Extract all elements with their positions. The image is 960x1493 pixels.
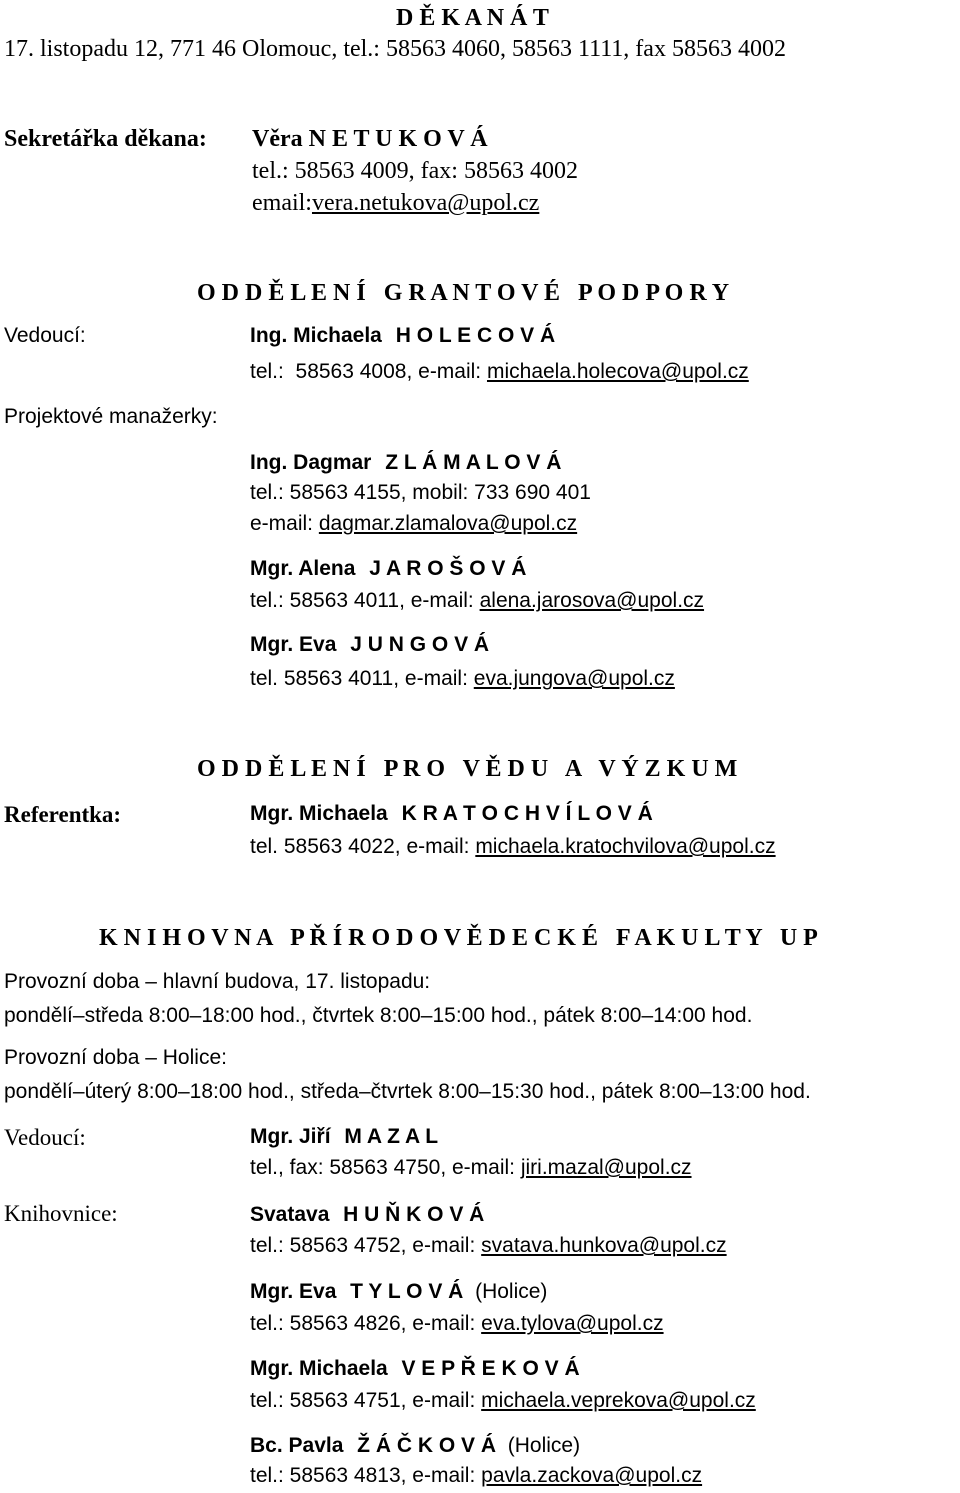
library-head-name: [250, 1126, 438, 1147]
grant-head-name: [250, 325, 555, 346]
librarian-name-line: [250, 1202, 484, 1225]
manager-contact-prefix: tel. 58563 4011, e-mail:: [250, 667, 474, 690]
librarian-contact: [250, 1235, 727, 1256]
grant-head-email-link[interactable]: michaela.holecova@upol.cz: [486, 360, 749, 383]
secretary-label: Sekretářka děkana:: [4, 126, 207, 152]
librarian-contact: [250, 1313, 664, 1334]
manager-phone: tel.: 58563 4155, mobil: 733 690 401: [250, 481, 591, 504]
librarian-name-line: [250, 1279, 547, 1302]
library-head-email-link[interactable]: jiri.mazal@upol.cz: [520, 1156, 692, 1179]
manager-email-link[interactable]: dagmar.zlamalova@upol.cz: [318, 512, 578, 535]
librarian-name-line: [250, 1356, 580, 1379]
librarian-name-line: [250, 1433, 580, 1456]
manager-title: Ing. Dagmar: [250, 451, 372, 474]
dekanat-title: D Ě K A N Á T: [396, 5, 549, 31]
dekanat-address: 17. listopadu 12, 771 46 Olomouc, tel.: 58563 4060, 58563 1111, fax 58563 4002: [4, 36, 786, 62]
librarian-contact-prefix: tel.: 58563 4752, e-mail:: [250, 1234, 482, 1257]
research-heading: O D D Ě L E N Í P R O V Ě D U A V Ý Z K U M: [197, 756, 738, 782]
secretary-first-name: Věra: [252, 126, 303, 152]
secretary-email-line: [252, 191, 539, 215]
librarian-contact: [250, 1465, 702, 1486]
librarian-surname: T Y L O V Á: [350, 1280, 464, 1303]
manager-email-line: [250, 513, 577, 534]
librarian-email-link[interactable]: pavla.zackova@upol.cz: [481, 1464, 703, 1487]
library-hours-holice-label: Provozní doba – Holice:: [4, 1046, 227, 1069]
manager-name: [250, 558, 526, 579]
secretary-name: [252, 127, 488, 151]
manager-contact: [250, 668, 675, 689]
librarian-location: (Holice): [475, 1280, 548, 1303]
research-title: Mgr. Michaela: [250, 802, 388, 825]
research-email-link[interactable]: michaela.kratochvilova@upol.cz: [475, 835, 776, 858]
grant-head-contact: [250, 361, 749, 382]
secretary-email-link[interactable]: vera.netukova@upol.cz: [311, 190, 540, 216]
grant-head-label: Vedoucí:: [4, 324, 86, 347]
research-contact-prefix: tel. 58563 4022, e-mail:: [250, 835, 476, 858]
manager-contact-prefix: tel.: 58563 4011, e-mail:: [250, 589, 480, 612]
librarian-contact: [250, 1390, 756, 1411]
secretary-email-prefix: email:: [252, 190, 312, 216]
librarian-location: (Holice): [507, 1434, 581, 1457]
library-hours-main: pondělí–středa 8:00–18:00 hod., čtvrtek 8:00–15:00 hod., pátek 8:00–14:00 hod.: [4, 1004, 753, 1027]
grant-head-title: Ing. Michaela: [250, 324, 382, 347]
librarian-title: Svatava: [250, 1203, 330, 1226]
library-heading: K N I H O V N A P Ř Í R O D O V Ě D E C K É F A K U L T Y U P: [99, 925, 818, 951]
manager-surname: Z L Á M A L O V Á: [385, 451, 562, 474]
library-head-contact: [250, 1157, 692, 1178]
librarian-title: Bc. Pavla: [250, 1434, 344, 1457]
librarian-email-link[interactable]: eva.tylova@upol.cz: [481, 1312, 664, 1335]
grant-heading: O D D Ě L E N Í G R A N T O V É P O D P O R Y: [197, 280, 730, 306]
manager-title: Mgr. Eva: [250, 633, 337, 656]
librarian-contact-prefix: tel.: 58563 4751, e-mail:: [250, 1389, 482, 1412]
grant-head-surname: H O L E C O V Á: [395, 324, 556, 347]
librarian-surname: H U Ň K O V Á: [343, 1203, 485, 1226]
manager-email-link[interactable]: alena.jarosova@upol.cz: [479, 589, 705, 612]
librarian-contact-prefix: tel.: 58563 4813, e-mail:: [250, 1464, 482, 1487]
manager-title: Mgr. Alena: [250, 557, 356, 580]
manager-surname: J U N G O V Á: [350, 633, 490, 656]
library-hours-main-label: Provozní doba – hlavní budova, 17. listopadu:: [4, 970, 431, 993]
librarian-email-link[interactable]: svatava.hunkova@upol.cz: [481, 1234, 727, 1257]
librarians-label: Knihovnice:: [4, 1201, 118, 1226]
librarian-title: Mgr. Michaela: [250, 1357, 388, 1380]
manager-email-prefix: e-mail:: [250, 512, 319, 535]
librarian-email-link[interactable]: michaela.veprekova@upol.cz: [481, 1389, 756, 1412]
librarian-title: Mgr. Eva: [250, 1280, 337, 1303]
library-head-surname: M A Z A L: [344, 1125, 439, 1148]
research-contact: [250, 836, 776, 857]
secretary-surname: N E T U K O V Á: [308, 126, 488, 152]
library-head-label: Vedoucí:: [4, 1125, 86, 1150]
librarian-surname: V E P Ř E K O V Á: [401, 1357, 580, 1380]
secretary-tel: tel.: 58563 4009, fax: 58563 4002: [252, 158, 578, 184]
manager-surname: J A R O Š O V Á: [369, 557, 527, 580]
manager-email-link[interactable]: eva.jungova@upol.cz: [473, 667, 675, 690]
research-surname: K R A T O C H V Í L O V Á: [401, 802, 653, 825]
librarian-surname: Ž Á Č K O V Á: [357, 1434, 496, 1457]
research-label: Referentka:: [4, 802, 122, 827]
research-name: [250, 803, 653, 824]
librarian-contact-prefix: tel.: 58563 4826, e-mail:: [250, 1312, 482, 1335]
manager-name: [250, 452, 561, 473]
manager-contact: [250, 590, 704, 611]
manager-name: [250, 634, 489, 655]
managers-label: Projektové manažerky:: [4, 405, 218, 428]
library-head-contact-prefix: tel., fax: 58563 4750, e-mail:: [250, 1156, 521, 1179]
library-head-title: Mgr. Jiří: [250, 1125, 331, 1148]
grant-head-contact-prefix: tel.: 58563 4008, e-mail:: [250, 360, 487, 383]
library-hours-holice: pondělí–úterý 8:00–18:00 hod., středa–čtvrtek 8:00–15:30 hod., pátek 8:00–13:00 hod.: [4, 1080, 811, 1103]
